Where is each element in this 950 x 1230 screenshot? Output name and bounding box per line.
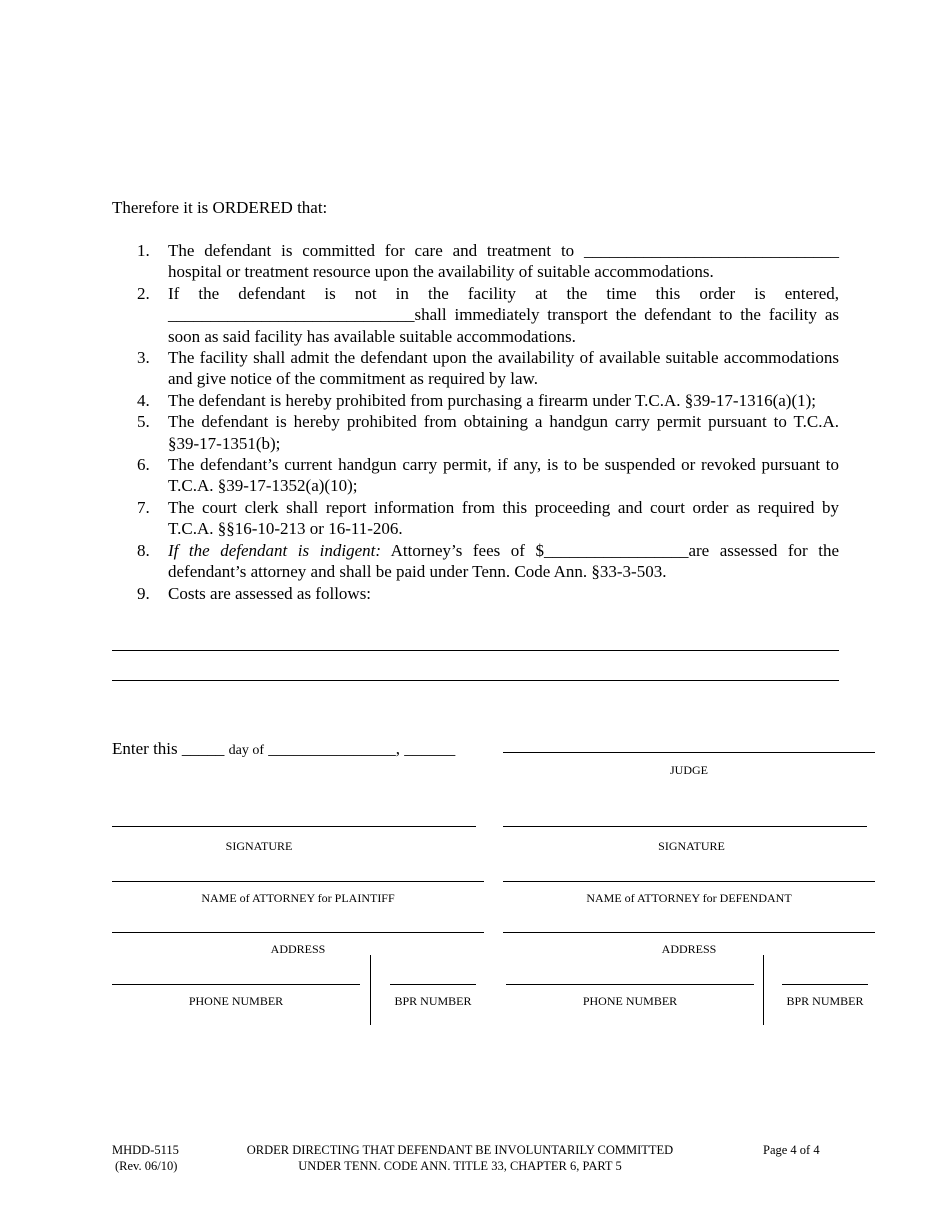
- order-number: 7.: [137, 497, 150, 517]
- order-number: 5.: [137, 412, 150, 432]
- order-text: The facility shall admit the defendant upon the availability of available suitable accommodations and give notice of the commitment as required by law.: [168, 348, 839, 389]
- order-item: [112, 411, 839, 454]
- order-list: [112, 240, 839, 604]
- right-divider: [763, 955, 764, 1025]
- attorney-defendant-label: NAME of ATTORNEY for DEFENDANT: [586, 891, 792, 905]
- enter-date-line: [112, 739, 455, 759]
- order-number: 2.: [137, 283, 150, 303]
- day-of-label: day of: [228, 743, 265, 758]
- order-text: The defendant is committed for care and treatment to ______________________________ hospital or treatment resource upon the availability of suitable accommodations.: [168, 241, 839, 282]
- order-number: 3.: [137, 348, 150, 368]
- order-item: [112, 390, 839, 411]
- order-number: 4.: [137, 390, 150, 410]
- day-blank[interactable]: _____: [181, 739, 225, 758]
- order-text: The defendant’s current handgun carry permit, if any, is to be suspended or revoked pursuant to T.C.A. §39-17-1352(a)(10);: [168, 455, 839, 496]
- order-item: [112, 283, 839, 347]
- order-item: [112, 347, 839, 390]
- order-text: The defendant is hereby prohibited from purchasing a firearm under T.C.A. §39-17-1316(a)(1);: [168, 390, 816, 410]
- address-right-label: ADDRESS: [661, 942, 717, 956]
- order-item: [112, 240, 839, 283]
- footer-form-id: MHDD-5115: [112, 1143, 179, 1157]
- defendant-phone-line[interactable]: [506, 984, 754, 985]
- judge-label: JUDGE: [670, 763, 708, 777]
- phone-right-label: PHONE NUMBER: [582, 994, 678, 1008]
- bpr-right-label: BPR NUMBER: [786, 994, 864, 1008]
- costs-line-2[interactable]: [112, 680, 839, 681]
- plaintiff-address-line[interactable]: [112, 932, 484, 933]
- address-left-label: ADDRESS: [270, 942, 326, 956]
- intro-text: Therefore it is ORDERED that:: [112, 198, 328, 217]
- order-item: [112, 540, 839, 583]
- plaintiff-bpr-line[interactable]: [390, 984, 476, 985]
- judge-signature-line[interactable]: [503, 752, 875, 753]
- footer-revision: (Rev. 06/10): [115, 1159, 178, 1173]
- order-text: The court clerk shall report information from this proceeding and court order as required by T.C.A. §§16-10-213 or 16-11-206.: [168, 497, 839, 539]
- order-number: 6.: [137, 455, 150, 475]
- order-number: 9.: [137, 583, 150, 603]
- enter-prefix: Enter this: [112, 739, 178, 758]
- signature-left-label: SIGNATURE: [225, 839, 293, 853]
- defendant-attorney-name-line[interactable]: [503, 881, 875, 882]
- costs-line-1[interactable]: [112, 650, 839, 651]
- defendant-signature-line[interactable]: [503, 826, 867, 827]
- footer-title-line2: UNDER TENN. CODE ANN. TITLE 33, CHAPTER 6, PART 5: [298, 1159, 622, 1173]
- order-number: 1.: [137, 241, 150, 260]
- footer-title-line1: ORDER DIRECTING THAT DEFENDANT BE INVOLUNTARILY COMMITTED: [246, 1143, 674, 1157]
- order-text: If the defendant is not in the facility at the time this order is entered, _____________________________shall immediately transport the defendant to the facility as soon as said facility has available suitable accommodations.: [168, 283, 839, 346]
- order-item: [112, 497, 839, 540]
- order-text: Attorney’s fees of $_________________are assessed for the defendant’s attorney and shall be paid under Tenn. Code Ann. §33-3-503.: [168, 540, 839, 582]
- plaintiff-signature-line[interactable]: [112, 826, 476, 827]
- signature-right-label: SIGNATURE: [658, 839, 725, 853]
- order-item: [112, 583, 839, 604]
- plaintiff-attorney-name-line[interactable]: [112, 881, 484, 882]
- order-item: [112, 454, 839, 497]
- bpr-left-label: BPR NUMBER: [394, 994, 472, 1008]
- defendant-bpr-line[interactable]: [782, 984, 868, 985]
- order-text: The defendant is hereby prohibited from obtaining a handgun carry permit pursuant to T.C.A. §39-17-1351(b);: [168, 412, 839, 453]
- year-blank[interactable]: ______: [404, 739, 456, 758]
- phone-left-label: PHONE NUMBER: [188, 994, 284, 1008]
- footer-page-number: Page 4 of 4: [763, 1143, 820, 1157]
- order-text: Costs are assessed as follows:: [168, 583, 372, 603]
- order-number: 8.: [137, 540, 150, 560]
- plaintiff-phone-line[interactable]: [112, 984, 360, 985]
- order-italic-text: If the defendant is indigent:: [168, 540, 382, 560]
- attorney-plaintiff-label: NAME of ATTORNEY for PLAINTIFF: [201, 891, 395, 905]
- defendant-address-line[interactable]: [503, 932, 875, 933]
- left-divider: [370, 955, 371, 1025]
- month-blank[interactable]: _______________,: [268, 739, 401, 758]
